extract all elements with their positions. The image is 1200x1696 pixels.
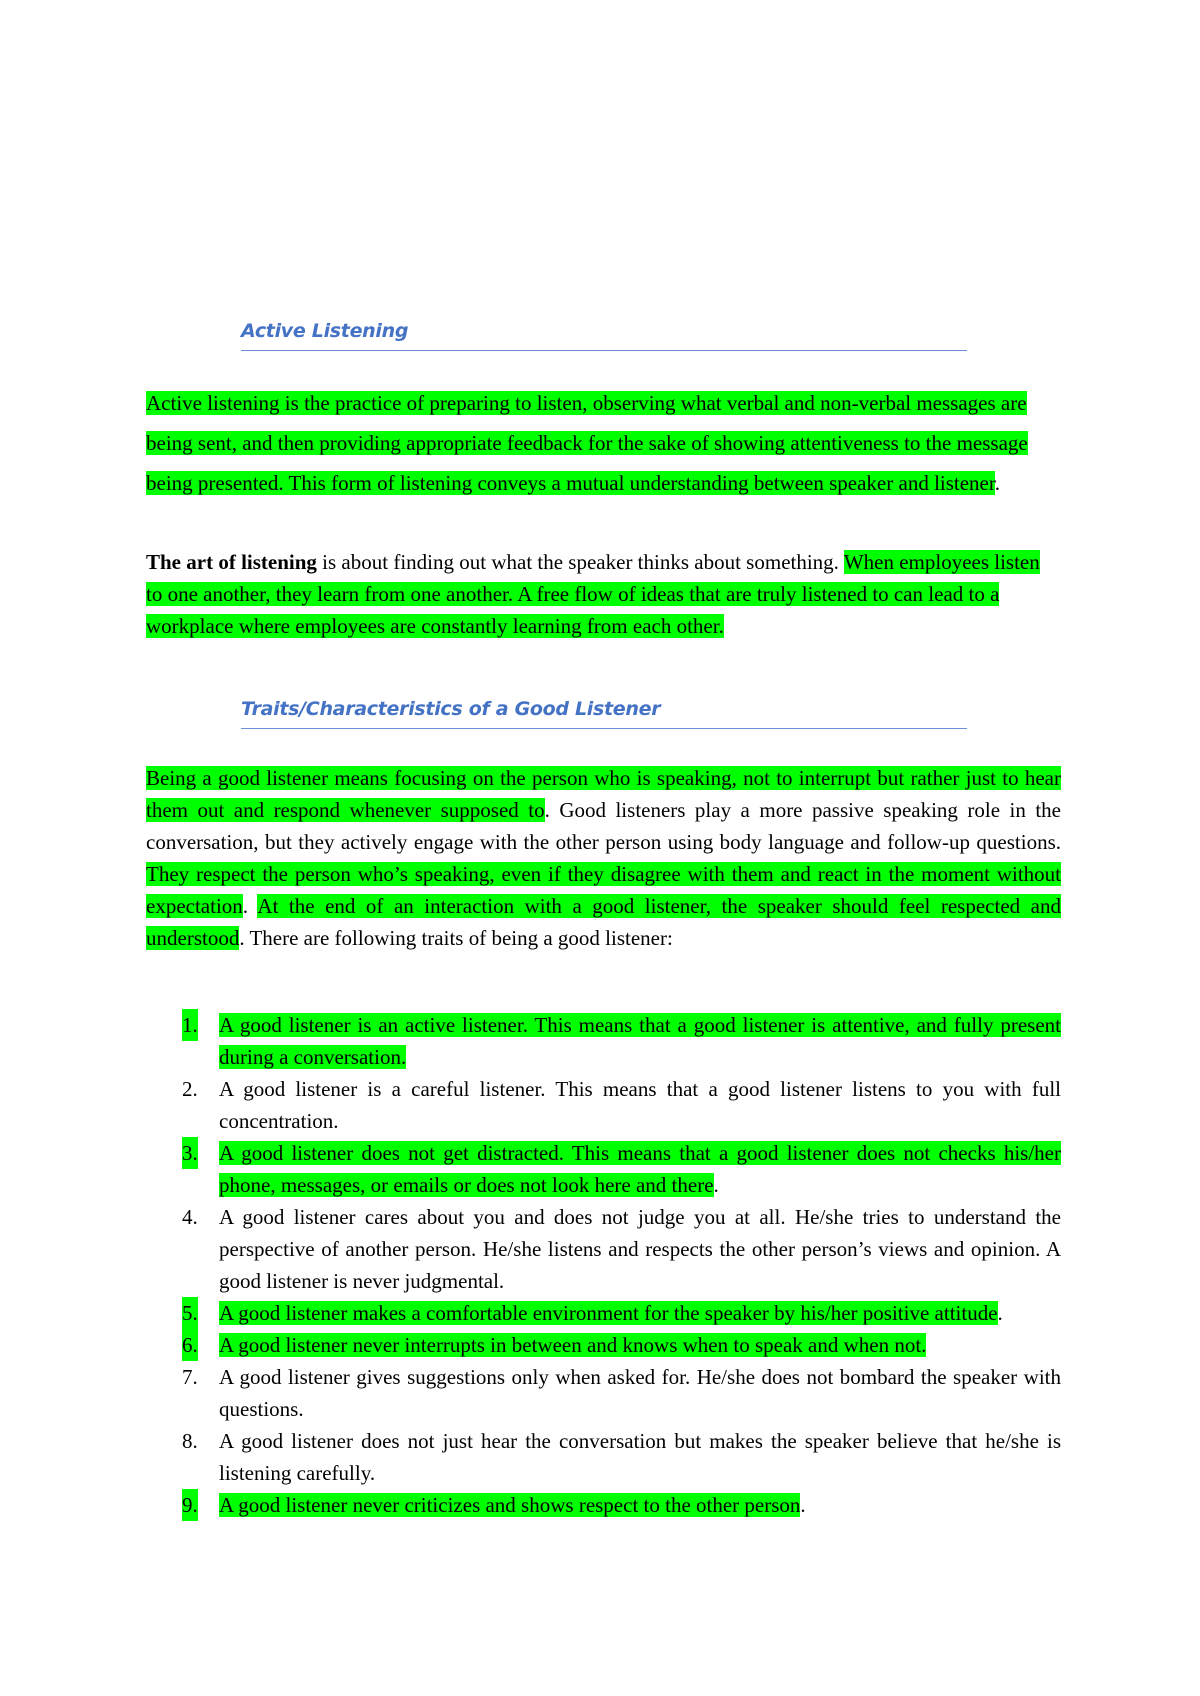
highlighted-text: At the end of an interaction with a good listener, the speaker should feel respected and understood xyxy=(146,894,1061,950)
highlighted-text: They respect the person who’s speaking, even if they disagree with them and react in the moment without expectation xyxy=(146,862,1061,918)
list-item xyxy=(146,1009,1061,1073)
highlighted-text: Active listening is the practice of preparing to listen, observing what verbal and non-verbal messages are being sent, and then providing appropriate feedback for the sake of showing attentiveness to the message being presented. This form of listening conveys a mutual understanding between speaker and listener xyxy=(146,391,1028,495)
list-item xyxy=(146,1361,1061,1425)
paragraph-text: is about finding out what the speaker thinks about something. xyxy=(316,550,844,574)
list-item-text: A good listener makes a comfortable environment for the speaker by his/her positive attitude xyxy=(219,1301,998,1325)
heading-active-listening xyxy=(241,320,967,351)
list-item xyxy=(146,1073,1061,1137)
list-item xyxy=(146,1201,1061,1297)
list-item-number: 4. xyxy=(182,1205,198,1229)
list-item-number: 7. xyxy=(182,1365,198,1389)
list-item-tail: . xyxy=(800,1493,806,1517)
list-item-number: 3. xyxy=(182,1137,198,1169)
list-item-text: A good listener never interrupts in between and knows when to speak and when not. xyxy=(219,1333,927,1357)
list-item xyxy=(146,1137,1061,1201)
list-item-text: A good listener gives suggestions only when asked for. He/she does not bombard the speaker with questions. xyxy=(219,1365,1061,1421)
list-item-number: 5. xyxy=(182,1297,198,1329)
paragraph-art-of-listening xyxy=(146,546,1061,642)
highlighted-text: Being a good listener means focusing on the person who is speaking, not to interrupt but rather just to hear them out and respond whenever supposed to xyxy=(146,766,1061,822)
list-item-text: A good listener does not just hear the conversation but makes the speaker believe that he/she is listening carefully. xyxy=(219,1429,1061,1485)
paragraph-text: . There are following traits of being a good listener: xyxy=(239,926,673,950)
paragraph-good-listener xyxy=(146,762,1061,954)
list-item xyxy=(146,1329,1061,1361)
traits-list xyxy=(146,1009,1061,1521)
list-item-number: 6. xyxy=(182,1329,198,1361)
list-item-text: A good listener is an active listener. This means that a good listener is attentive, and fully present during a conversation. xyxy=(219,1013,1061,1069)
list-item xyxy=(146,1425,1061,1489)
list-item-text: A good listener is a careful listener. This means that a good listener listens to you with full concentration. xyxy=(219,1077,1061,1133)
paragraph-active-listening-definition xyxy=(146,383,1061,503)
list-item xyxy=(146,1297,1061,1329)
heading-active-listening-text: Active Listening xyxy=(241,320,409,342)
list-item-number: 2. xyxy=(182,1077,198,1101)
list-item-tail: . xyxy=(997,1301,1003,1325)
list-item-text: A good listener never criticizes and shows respect to the other person xyxy=(219,1493,801,1517)
list-item xyxy=(146,1489,1061,1521)
list-item-number: 8. xyxy=(182,1429,198,1453)
list-item-text: A good listener does not get distracted. This means that a good listener does not checks his/her phone, messages, or emails or does not look here and there xyxy=(219,1141,1061,1197)
heading-traits-text: Traits/Characteristics of a Good Listener xyxy=(241,698,661,720)
highlighted-text: When employees listen to one another, they learn from one another. A free flow of ideas that are truly listened to can lead to a workplace where employees are constantly learning from each other. xyxy=(146,550,1040,638)
list-item-number: 9. xyxy=(182,1489,198,1521)
bold-term: The art of listening xyxy=(146,550,317,574)
paragraph-end: . xyxy=(994,471,1000,495)
list-item-text: A good listener cares about you and does not judge you at all. He/she tries to understand the perspective of another person. He/she listens and respects the other person’s views and opinion. A good listener is never judgmental. xyxy=(219,1205,1061,1293)
list-item-tail: . xyxy=(713,1173,719,1197)
heading-traits xyxy=(241,698,967,729)
list-item-number: 1. xyxy=(182,1009,198,1041)
paragraph-text: . xyxy=(242,894,258,918)
paragraph-text: . Good listeners play a more passive speaking role in the conversation, but they actively engage with the other person using body language and follow-up questions. xyxy=(146,798,1061,854)
